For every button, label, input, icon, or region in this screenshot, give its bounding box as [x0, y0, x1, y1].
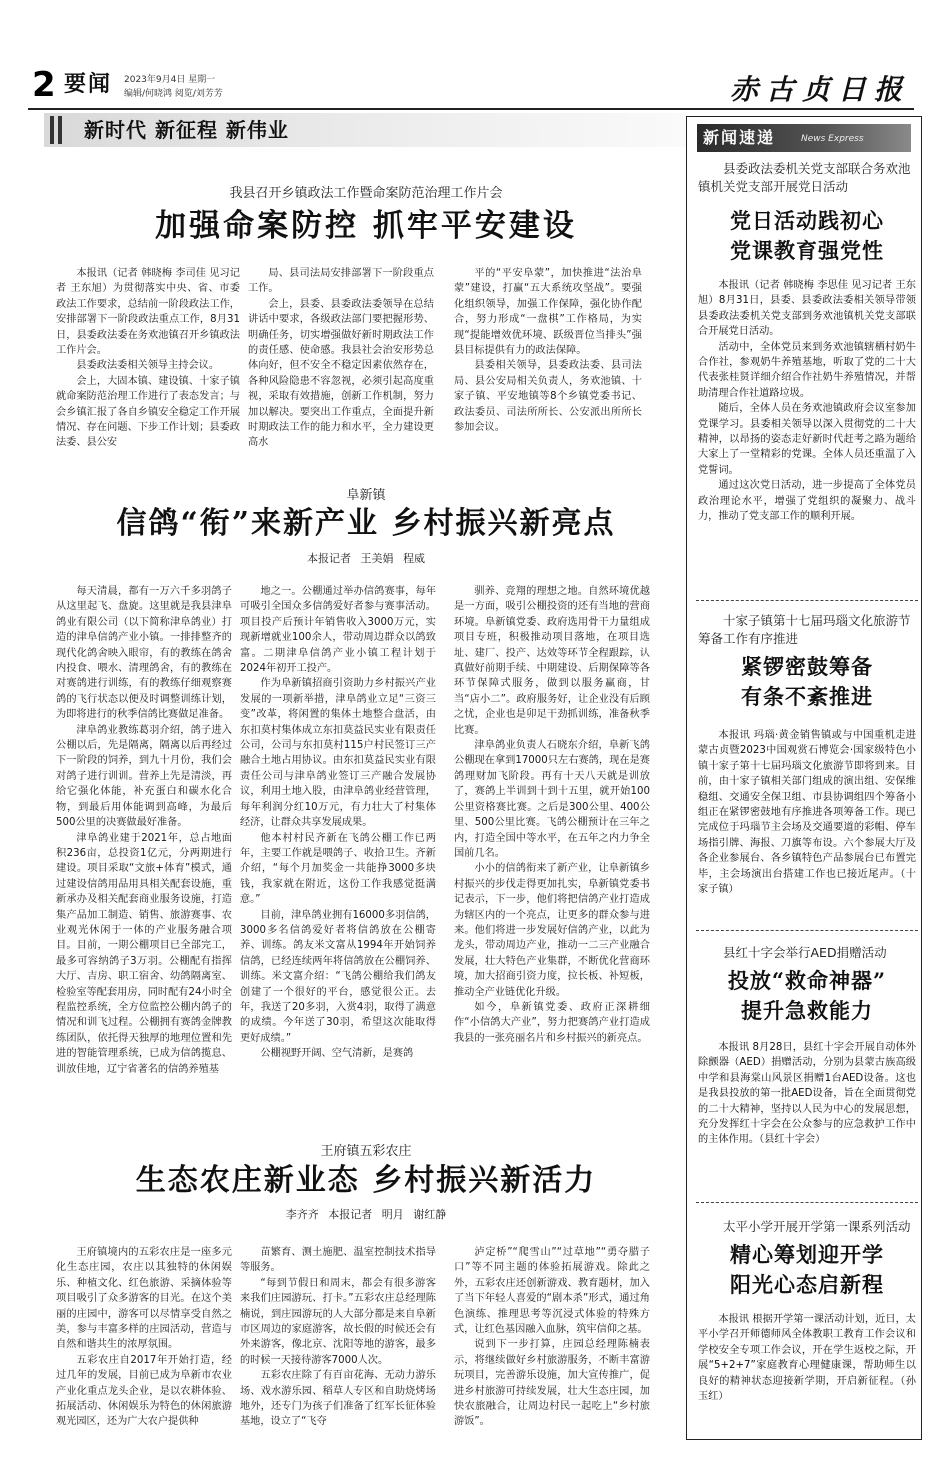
paragraph: 五彩农庄自2017年开始打造，经过几年的发展，目前已成为阜新市农业产业化重点龙头企业，是以农耕体验、拓展活动、休闲娱乐为特色的休闲旅游观光园区，还为广大农户提供种 — [56, 1354, 232, 1428]
paragraph: 作为阜新镇招商引资助力乡村振兴产业发展的一项新举措，津阜鸽业立足“三资三变”改革，将闲置的集体土地整合盘活，由东扣莫村集体成立东扣莫益民实业有限责任公司，公司与东扣莫村115户村民签订三产融合土地占用协议。由东扣莫益民实业有限责任公司与津阜鸽业签订三产融合发展协议，利用土地入股，由津阜鸽业经营管理，每年利润分红10万元，有力壮大了村集体经济，让群众共享发展成果。 — [240, 678, 436, 829]
sidebar-divider — [696, 930, 918, 931]
paragraph: 随后，全体人员在务欢池镇政府会议室参加党课学习。县委相关领导以深入贯彻党的二十大精神，以昂扬的姿态走好新时代赶考之路为题给大家上了一堂精彩的党课。全体人员还重温了入党誓词。 — [698, 403, 916, 476]
article2-kicker: 阜新镇 — [346, 488, 386, 503]
masthead-rule — [28, 108, 914, 110]
sidebar-item-body — [698, 1040, 916, 1166]
sidebar-item-body — [698, 728, 916, 898]
section-name: 要闻 — [64, 72, 113, 97]
article3-col1 — [56, 1245, 232, 1457]
article3-col2 — [240, 1245, 436, 1457]
sidebar-divider — [696, 600, 918, 601]
article2-headline: 信鸽“衔”来新产业 乡村振兴新亮点 — [116, 506, 616, 541]
editor-line: 编辑/何晓鸿 阅览/刘芳芳 — [124, 89, 223, 99]
paragraph: 本报讯（记者 韩晓梅 李司佳 见习记者 王东旭）为贯彻落实中央、省、市委政法工作要求，总结前一阶段政法工作，安排部署下一阶段政法重点工作，8月31日，县委政法委在务欢池镇召开乡镇政法工作片会。 — [56, 268, 240, 357]
article2-col1 — [56, 584, 232, 1124]
date-line: 2023年9月4日 星期一 — [124, 75, 216, 85]
paragraph: 驯养、竞翔的理想之地。自然环境优越是一方面，吸引公棚投资的还有当地的营商环境。阜新镇党委、政府选用骨干力量组成项目专班，积极推动项目落地，在项目选址、建厂、投产、达效等环节全程跟踪，认真做好前期手续、中期建设、后期保障等各环节保障式服务，做到以服务赢商，甘当“店小二”。政府服务好，让企业没有后顾之忧，企业也是卯足干劲抓训练，准备秋季比赛。 — [454, 586, 650, 736]
paragraph: 通过这次党日活动，进一步提高了全体党员政治理论水平，增强了党组织的凝聚力、战斗力，推动了党支部工作的顺利开展。 — [698, 480, 916, 523]
article1-col3 — [454, 266, 642, 478]
paragraph: 津阜鸽业教练葛羽介绍，鸽子进入公棚以后，先是隔离，隔离以后再经过下一阶段的饲养，到九十月份，我们会对鸽子进行训训。营养上先是清淡，再给它强化体能，补充蛋白和碳水化合物，到最后用体能调到高峰，为最后500公里的决赛做最好准备。 — [56, 724, 232, 829]
paragraph: 目前，津阜鸽业拥有16000多羽信鸽，3000多名信鸽爱好者将信鸽放在公棚寄养、训练。鸽友米文富从1994年开始饲养信鸽，已经连续两年将信鸽放在公棚饲养、训练。米文富介绍：“飞鸽公棚给我们鸽友创建了一个很好的平台，感觉很公正。去年，我送了20多羽，入赏4羽，取得了满意的成绩。今年送了30羽，希望这次能取得更好成绩。” — [240, 909, 436, 1044]
sidebar-item-head: 有条不紊推进 — [741, 684, 873, 709]
sidebar-item — [698, 1218, 916, 1424]
banner-text: 新时代 新征程 新伟业 — [84, 118, 289, 142]
article1-subheadline: 我县召开乡镇政法工作暨命案防范治理工作片会 — [229, 186, 503, 201]
paragraph: 平的“平安阜蒙”，加快推进“法治阜蒙”建设，打赢“五大系统攻坚战”。要强化组织领导，加强工作保障，强化协作配合，努力形成“一盘棋”工作格局，为实现“提能增效优环境、跃级晋位当排头”强县目标提供有力的政法保障。 — [454, 268, 642, 357]
article1-headline: 加强命案防控 抓牢平安建设 — [155, 208, 577, 244]
sidebar-item-head: 紧锣密鼓筹备 — [741, 654, 873, 679]
article2-col3 — [454, 584, 650, 1124]
paragraph: 本报讯 根据开学第一课活动计划，近日，太平小学召开师德师风全体教职工教育工作会议和学校安全专项工作会议，开在学生返校之际，开展“5+2+7”家庭教育心理健康课，帮助师生以良好的精神状态迎接新学期，开启新征程。（孙玉红） — [698, 1314, 916, 1403]
sidebar-title: 新闻速递 — [703, 128, 776, 147]
paragraph: 本报讯 8月28日，县红十字会开展自动体外除颤器（AED）捐赠活动，分别为县蒙古族高级中学和县海棠山风景区捐赠1台AED设备。这也是我县投放的第一批AED设备，旨在全面贯彻党的二十大精神，坚持以人民为中心的发展思想，充分发挥红十字会在公众参与的应急救护工作中的主体作用。（县红十字会） — [698, 1042, 916, 1146]
article3-col3 — [454, 1245, 650, 1457]
paragraph: 本报讯 玛瑙·黄金销售镇或与中国重机走进蒙古贞暨2023中国观赏石博览会·国家级特色小镇十家子第十七届玛瑙文化旅游节即将到来。目前，由十家子镇相关部门组成的演出组、安保维稳组、交通安全保卫组、市县协调组四个筹备小组正在紧锣密鼓地有序推进各项筹备工作。现已完成位于玛瑙节主会场及交通要道的彩帽、停车场指引牌、海报、刀旗等布设。六个参展大厅及各企业参展台、各乡镇特色产品参展台已布置完毕，主会场演出台搭建工作也已接近尾声。（十家子镇） — [698, 730, 916, 896]
paragraph: 五彩农庄除了有百亩花海、无动力游乐场、戏水游乐园、稻草人专区和自助烧烤场地外，还专门为孩子们准备了红军长征体验基地，设立了“飞夺 — [240, 1370, 436, 1428]
newspaper-name: 赤古贞日报 — [729, 73, 910, 106]
article3-byline: 李齐齐 本报记者 明月 谢红静 — [285, 1208, 447, 1221]
sidebar-item-sub: 县委政法委机关党支部联合务欢池镇机关党支部开展党日活动 — [698, 161, 911, 194]
sidebar-item-head: 党课教育强党性 — [730, 238, 884, 263]
paragraph: 苗繁育、测土施肥、温室控制技术指导等服务。 — [240, 1247, 436, 1274]
paragraph: 小小的信鸽衔来了新产业，让阜新镇乡村振兴的步伐走得更加扎实，阜新镇党委书记表示，下一步，他们将把信鸽产业打造成为辖区内的一个亮点，让更多的群众参与进来。他们将进一步发展好信鸽产业，以此为龙头，带动周边产业，推动一二三产业融合发展，壮大特色产业集群，不断优化营商环境，加大招商引资力度，拉长板、补短板，推动全产业链优化升级。 — [454, 863, 650, 998]
paragraph: 县委相关领导，县委政法委、县司法局、县公安局相关负责人，务欢池镇、十家子镇、平安地镇等8个乡镇党委书记、政法委员、司法所所长、公安派出所所长参加会议。 — [454, 360, 642, 434]
article1-col1 — [56, 266, 240, 478]
article3-headline: 生态农庄新业态 乡村振兴新活力 — [135, 1163, 597, 1198]
paragraph: 津阜鸽业建于2021年，总占地面积236亩，总投资1亿元，分两期进行建设。项目采取“文旅+体育”模式，通过建设信鸽用品用具相关配套设施，重新承办及相关配套商业服务设施，打造集产品加工制造、销售、旅游赛事、农业观光休闲于一体的产业服务融合项目。目前，一期公棚项目已全部完工，最多可容纳鸽子3万羽。公棚配有指挥大厅、吉房、职工宿舍、幼鸽隔离室、检验室等配套用房，同时配有24小时全程监控系统，全方位监控公棚内鸽子的情况和训飞过程。公棚拥有赛鸽金牌教练团队，依托得天独厚的地理位置和先进的智能管理系统，已成为信鸽揽息、训放佳地，辽宁省著名的信鸽养殖基 — [56, 832, 232, 1075]
sidebar-item-head: 党日活动践初心 — [730, 208, 884, 233]
sidebar-item-head: 精心筹划迎开学 — [730, 1242, 884, 1267]
sidebar-item — [698, 944, 916, 1166]
paragraph: 会上，县委、县委政法委领导在总结讲话中要求，各级政法部门要把握形势、明确任务，切实增强做好新时期政法工作的责任感、使命感。我县社会治安形势总体向好，但不安全不稳定因素依然存在，各种风险隐患不容忽视，必须引起高度重视，采取有效措施，创新工作机制，努力加以解决。要突出工作重点，全面提升新时期政法工作的能力和水平，全力建设更高水 — [248, 298, 434, 449]
paragraph: 本报讯（记者 韩晓梅 李思佳 见习记者 王东旭）8月31日，县委、县委政法委相关领导带领县委政法委机关党支部到务欢池镇机关党支部联合开展党日活动。 — [698, 280, 916, 338]
paragraph: 泸定桥”“爬雪山”“过草地”“勇夺腊子口”等不同主题的体验拓展游戏。除此之外，五彩农庄还创新游戏、教育题材，加入了当下年轻人喜爱的“剧本杀”形式，通过角色演练、推理思考等沉浸式体验的特殊方式，让红色基因融入血脉，筑牢信仰之基。 — [454, 1247, 650, 1336]
sidebar-item-body — [698, 278, 916, 554]
article2-byline: 本报记者 王美娟 程威 — [307, 552, 425, 565]
sidebar-item-head: 提升急救能力 — [741, 998, 873, 1023]
paragraph: 地之一。公棚通过举办信鸽赛事，每年可吸引全国众多信鸽爱好者参与赛事活动。项目投产后预计年销售收入3000万元，实现新增就业100余人，带动周边群众以鸽致富。二期津阜信鸽产业小镇工程计划于2024年初开工投产。 — [240, 586, 436, 675]
banner — [44, 113, 686, 147]
article2-col2 — [240, 584, 436, 1124]
paragraph: 每天清晨，都有一万六千多羽鸽子从这里起飞、盘旋。这里就是我县津阜鸽业有限公司（以下简称津阜鸽业）打造的津阜信鸽产业小镇。一排排整齐的现代化鸽舍映入眼帘，有的教练在鸽舍内投食、喂水、清理鸽舍，有的教练在对赛鸽进行训练，有的教练仔细观察赛鸽的飞行状态以便及时调整训练计划，为即将进行的秋季信鸽比赛做足准备。 — [56, 586, 232, 721]
paragraph: 公棚视野开阔、空气清新，是赛鸽 — [260, 1048, 414, 1060]
article1-col2 — [248, 266, 434, 478]
paragraph: 说到下一步打算，庄园总经理陈楠表示，将继续做好乡村旅游服务，不断丰富游玩项目，完善游乐设施，加大宣传推广，促进乡村旅游可持续发展，壮大生态庄园，加快农旅融合，让周边村民一起吃上“乡村旅游饭”。 — [454, 1339, 650, 1428]
sidebar-divider — [696, 1202, 918, 1203]
paragraph: 会上，大固本镇、建设镇、十家子镇就命案防范治理工作进行了表态发言；与会乡镇汇报了各自乡镇安全稳定工作开展情况、存在问题、下步工作计划；县委政法委、县公安 — [56, 375, 240, 449]
masthead — [28, 66, 914, 110]
paragraph: “每到节假日和周末，都会有很多游客来我们庄园游玩、打卡。”五彩农庄总经理陈楠说，到庄园游玩的人大部分都是来自阜新市区周边的家庭游客，故长假的时候还会有外来游客，像北京、沈阳等地的游客，最多的时候一天接待游客7000人次。 — [240, 1277, 436, 1366]
sidebar-item-head: 阳光心态启新程 — [730, 1272, 884, 1297]
paragraph: 王府镇境内的五彩农庄是一座多元化生态庄园，农庄以其独特的休闲娱乐、种植文化、红色旅游、采摘体验等项目吸引了众多游客的目光。在这个美丽的庄园中，游客可以尽情享受自然之美，参与丰富多样的庄园活动，营造与自然和谐共生的浓厚氛围。 — [56, 1247, 232, 1351]
banner-bar — [50, 116, 54, 144]
banner-bar — [58, 116, 62, 144]
sidebar-title-bar — [697, 124, 911, 152]
paragraph: 局、县司法局安排部署下一阶段重点工作。 — [248, 268, 434, 295]
sidebar-item-sub: 县红十字会举行AED捐赠活动 — [723, 945, 887, 960]
paragraph: 津阜鸽业负责人石晓东介绍，阜新飞鸽公棚现在拿到17000只左右赛鸽，现在是赛鸽理财加飞阶段。再有十天八天就是训放了，赛鸽上半训到十到十五里，就开始100公里资格赛比赛。之后是300公里、400公里、500公里比赛。飞鸽公棚预计在三年之内，打造全国中等水平，在五年之内力争全国前几名。 — [454, 740, 650, 859]
sidebar-item-sub: 十家子镇第十七届玛瑙文化旅游节筹备工作有序推进 — [698, 613, 911, 646]
paragraph: 活动中，全体党员来到务欢池镇辖栖村奶牛合作社，参观奶牛养殖基地，听取了党的二十大代表张桂贤详细介绍合作社奶牛养殖情况，并帮助清理合作社道路垃圾。 — [698, 341, 916, 399]
sidebar-item-body — [698, 1312, 916, 1424]
sidebar-item — [698, 160, 916, 554]
sidebar-title-en: News Express — [801, 134, 864, 144]
paragraph: 县委政法委相关领导主持会议。 — [76, 360, 220, 372]
sidebar-item-sub: 太平小学开展开学第一课系列活动 — [723, 1219, 911, 1234]
paragraph: 他本村村民齐新在飞鸽公棚工作已两年，主要工作就是喂鸽子、收拾卫生。齐新介绍，“每个月加奖金一共能挣3000多块钱，我家就在附近，这份工作我感觉挺满意。” — [240, 832, 436, 906]
page-number: 2 — [32, 65, 56, 105]
paragraph: 如今，阜新镇党委、政府正深耕细作“小信鸽大产业”，努力把赛鸽产业打造成我县的一张亮丽名片和乡村振兴的新亮点。 — [454, 1001, 650, 1044]
sidebar-item — [698, 612, 916, 898]
sidebar-item-head: 投放“救命神器” — [727, 968, 887, 993]
article3-kicker: 王府镇五彩农庄 — [320, 1144, 412, 1159]
